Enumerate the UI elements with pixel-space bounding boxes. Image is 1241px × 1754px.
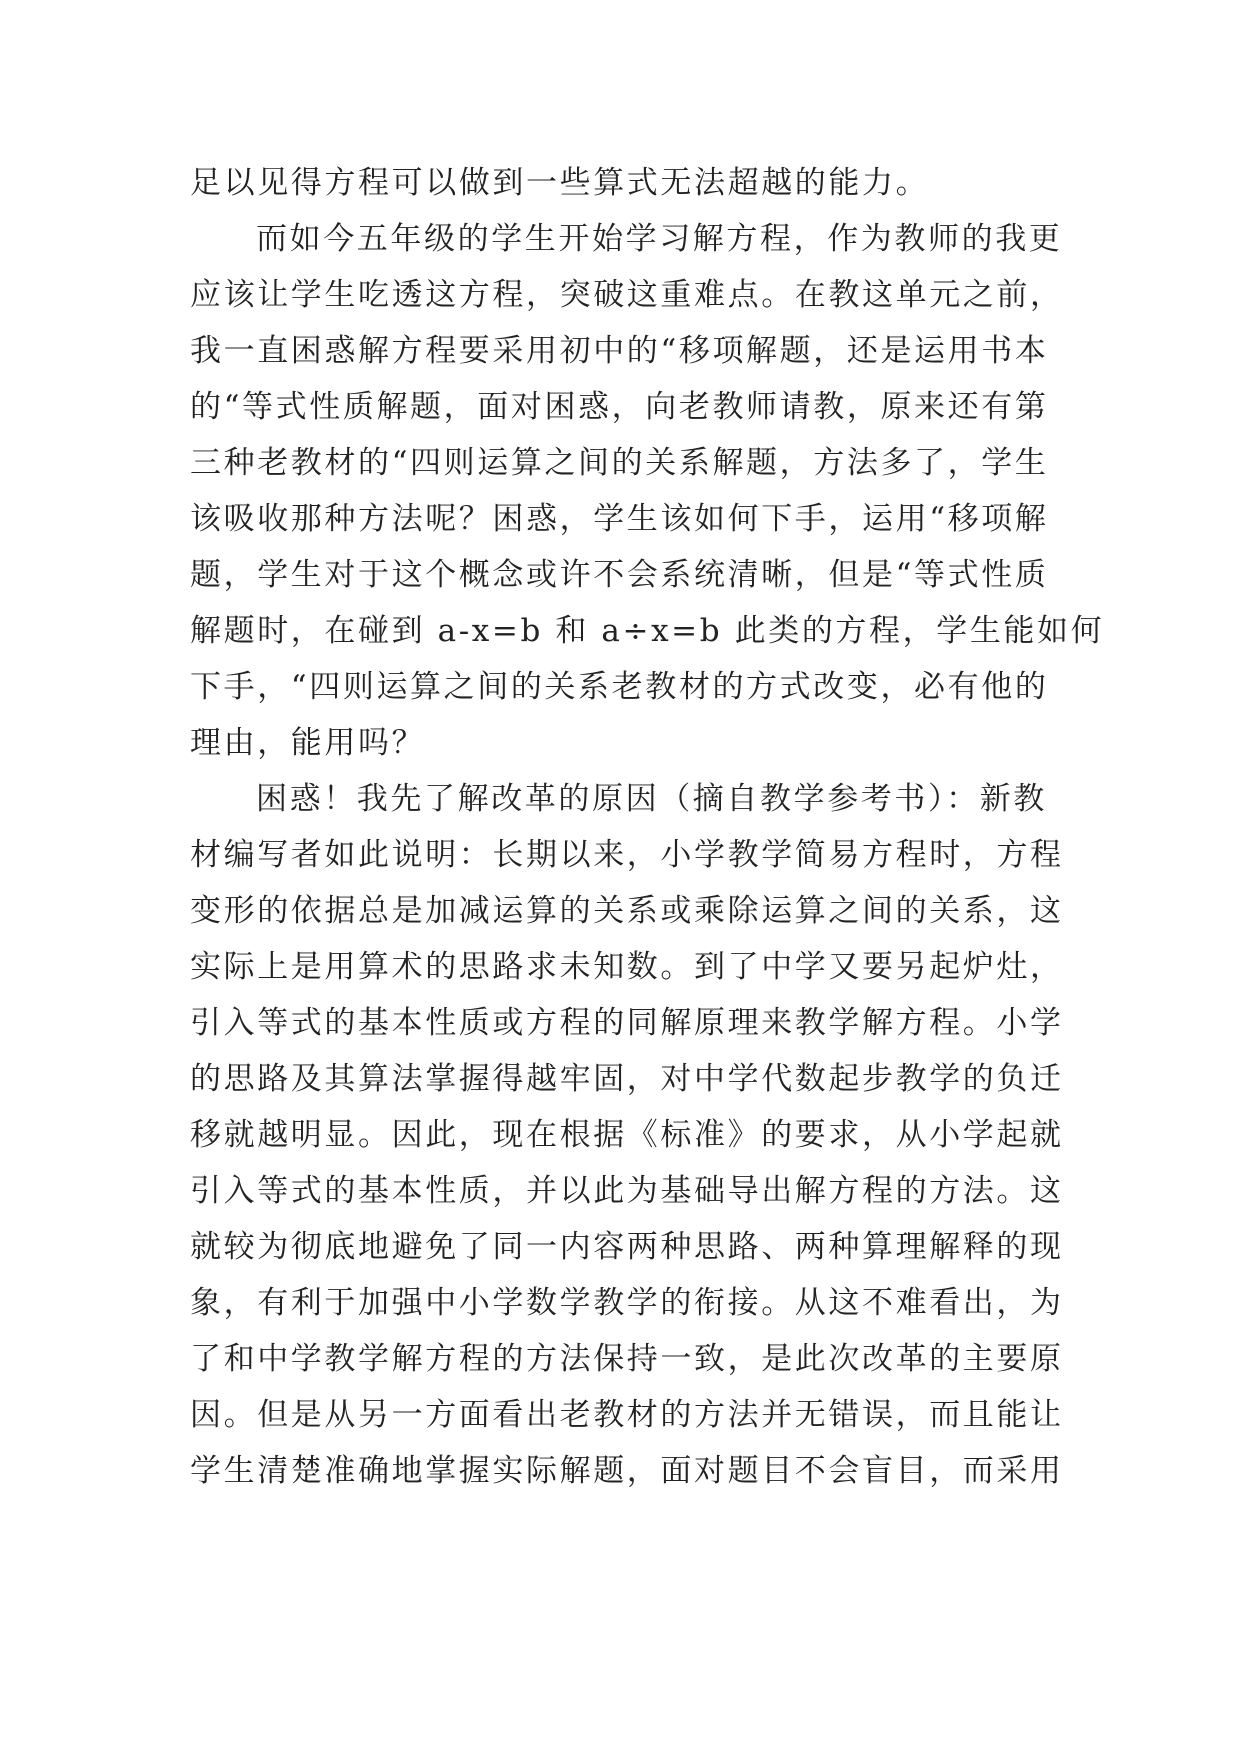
text-line: 引入等式的基本性质或方程的同解原理来教学解方程。小学 xyxy=(190,1005,1064,1041)
text-line: 该吸收那种方法呢？困惑，学生该如何下手，运用“移项解 xyxy=(190,501,1049,537)
text-line: 下手，“四则运算之间的关系老教材的方式改变，必有他的 xyxy=(190,669,1049,705)
paragraph-first-line: 而如今五年级的学生开始学习解方程，作为教师的我更 xyxy=(256,221,1063,257)
text-line: 我一直困惑解方程要采用初中的“移项解题，还是运用书本 xyxy=(190,333,1049,369)
text-line: 的“等式性质解题，面对困惑，向老教师请教，原来还有第 xyxy=(190,389,1049,425)
text-line: 引入等式的基本性质，并以此为基础导出解方程的方法。这 xyxy=(190,1173,1064,1209)
text-line: 三种老教材的“四则运算之间的关系解题，方法多了，学生 xyxy=(190,445,1049,481)
text-line: 了和中学教学解方程的方法保持一致，是此次改革的主要原 xyxy=(190,1341,1064,1377)
paragraph-first-line: 困惑！我先了解改革的原因（摘自教学参考书）：新教 xyxy=(256,781,1047,817)
text-line: 的思路及其算法掌握得越牢固，对中学代数起步教学的负迁 xyxy=(190,1061,1064,1097)
text-line: 材编写者如此说明：长期以来，小学教学简易方程时，方程 xyxy=(190,837,1064,873)
text-line: 变形的依据总是加减运算的关系或乘除运算之间的关系，这 xyxy=(190,893,1064,929)
text-line: 理由，能用吗？ xyxy=(190,725,426,761)
text-line: 学生清楚准确地掌握实际解题，面对题目不会盲目，而采用 xyxy=(190,1453,1064,1489)
text-line: 足以见得方程可以做到一些算式无法超越的能力。 xyxy=(190,165,930,201)
text-line: 题，学生对于这个概念或许不会系统清晰，但是“等式性质 xyxy=(190,557,1049,593)
text-line: 应该让学生吃透这方程，突破这重难点。在教这单元之前， xyxy=(190,277,1064,313)
text-line: 就较为彻底地避免了同一内容两种思路、两种算理解释的现 xyxy=(190,1229,1064,1265)
text-line: 移就越明显。因此，现在根据《标准》的要求，从小学起就 xyxy=(190,1117,1064,1153)
text-line: 实际上是用算术的思路求未知数。到了中学又要另起炉灶， xyxy=(190,949,1064,985)
body-text xyxy=(190,155,1105,1499)
text-line: 象，有利于加强中小学数学教学的衔接。从这不难看出，为 xyxy=(190,1285,1064,1321)
text-line: 解题时，在碰到 a-x=b 和 a÷x=b 此类的方程，学生能如何 xyxy=(190,613,1105,649)
text-line: 因。但是从另一方面看出老教材的方法并无错误，而且能让 xyxy=(190,1397,1064,1433)
